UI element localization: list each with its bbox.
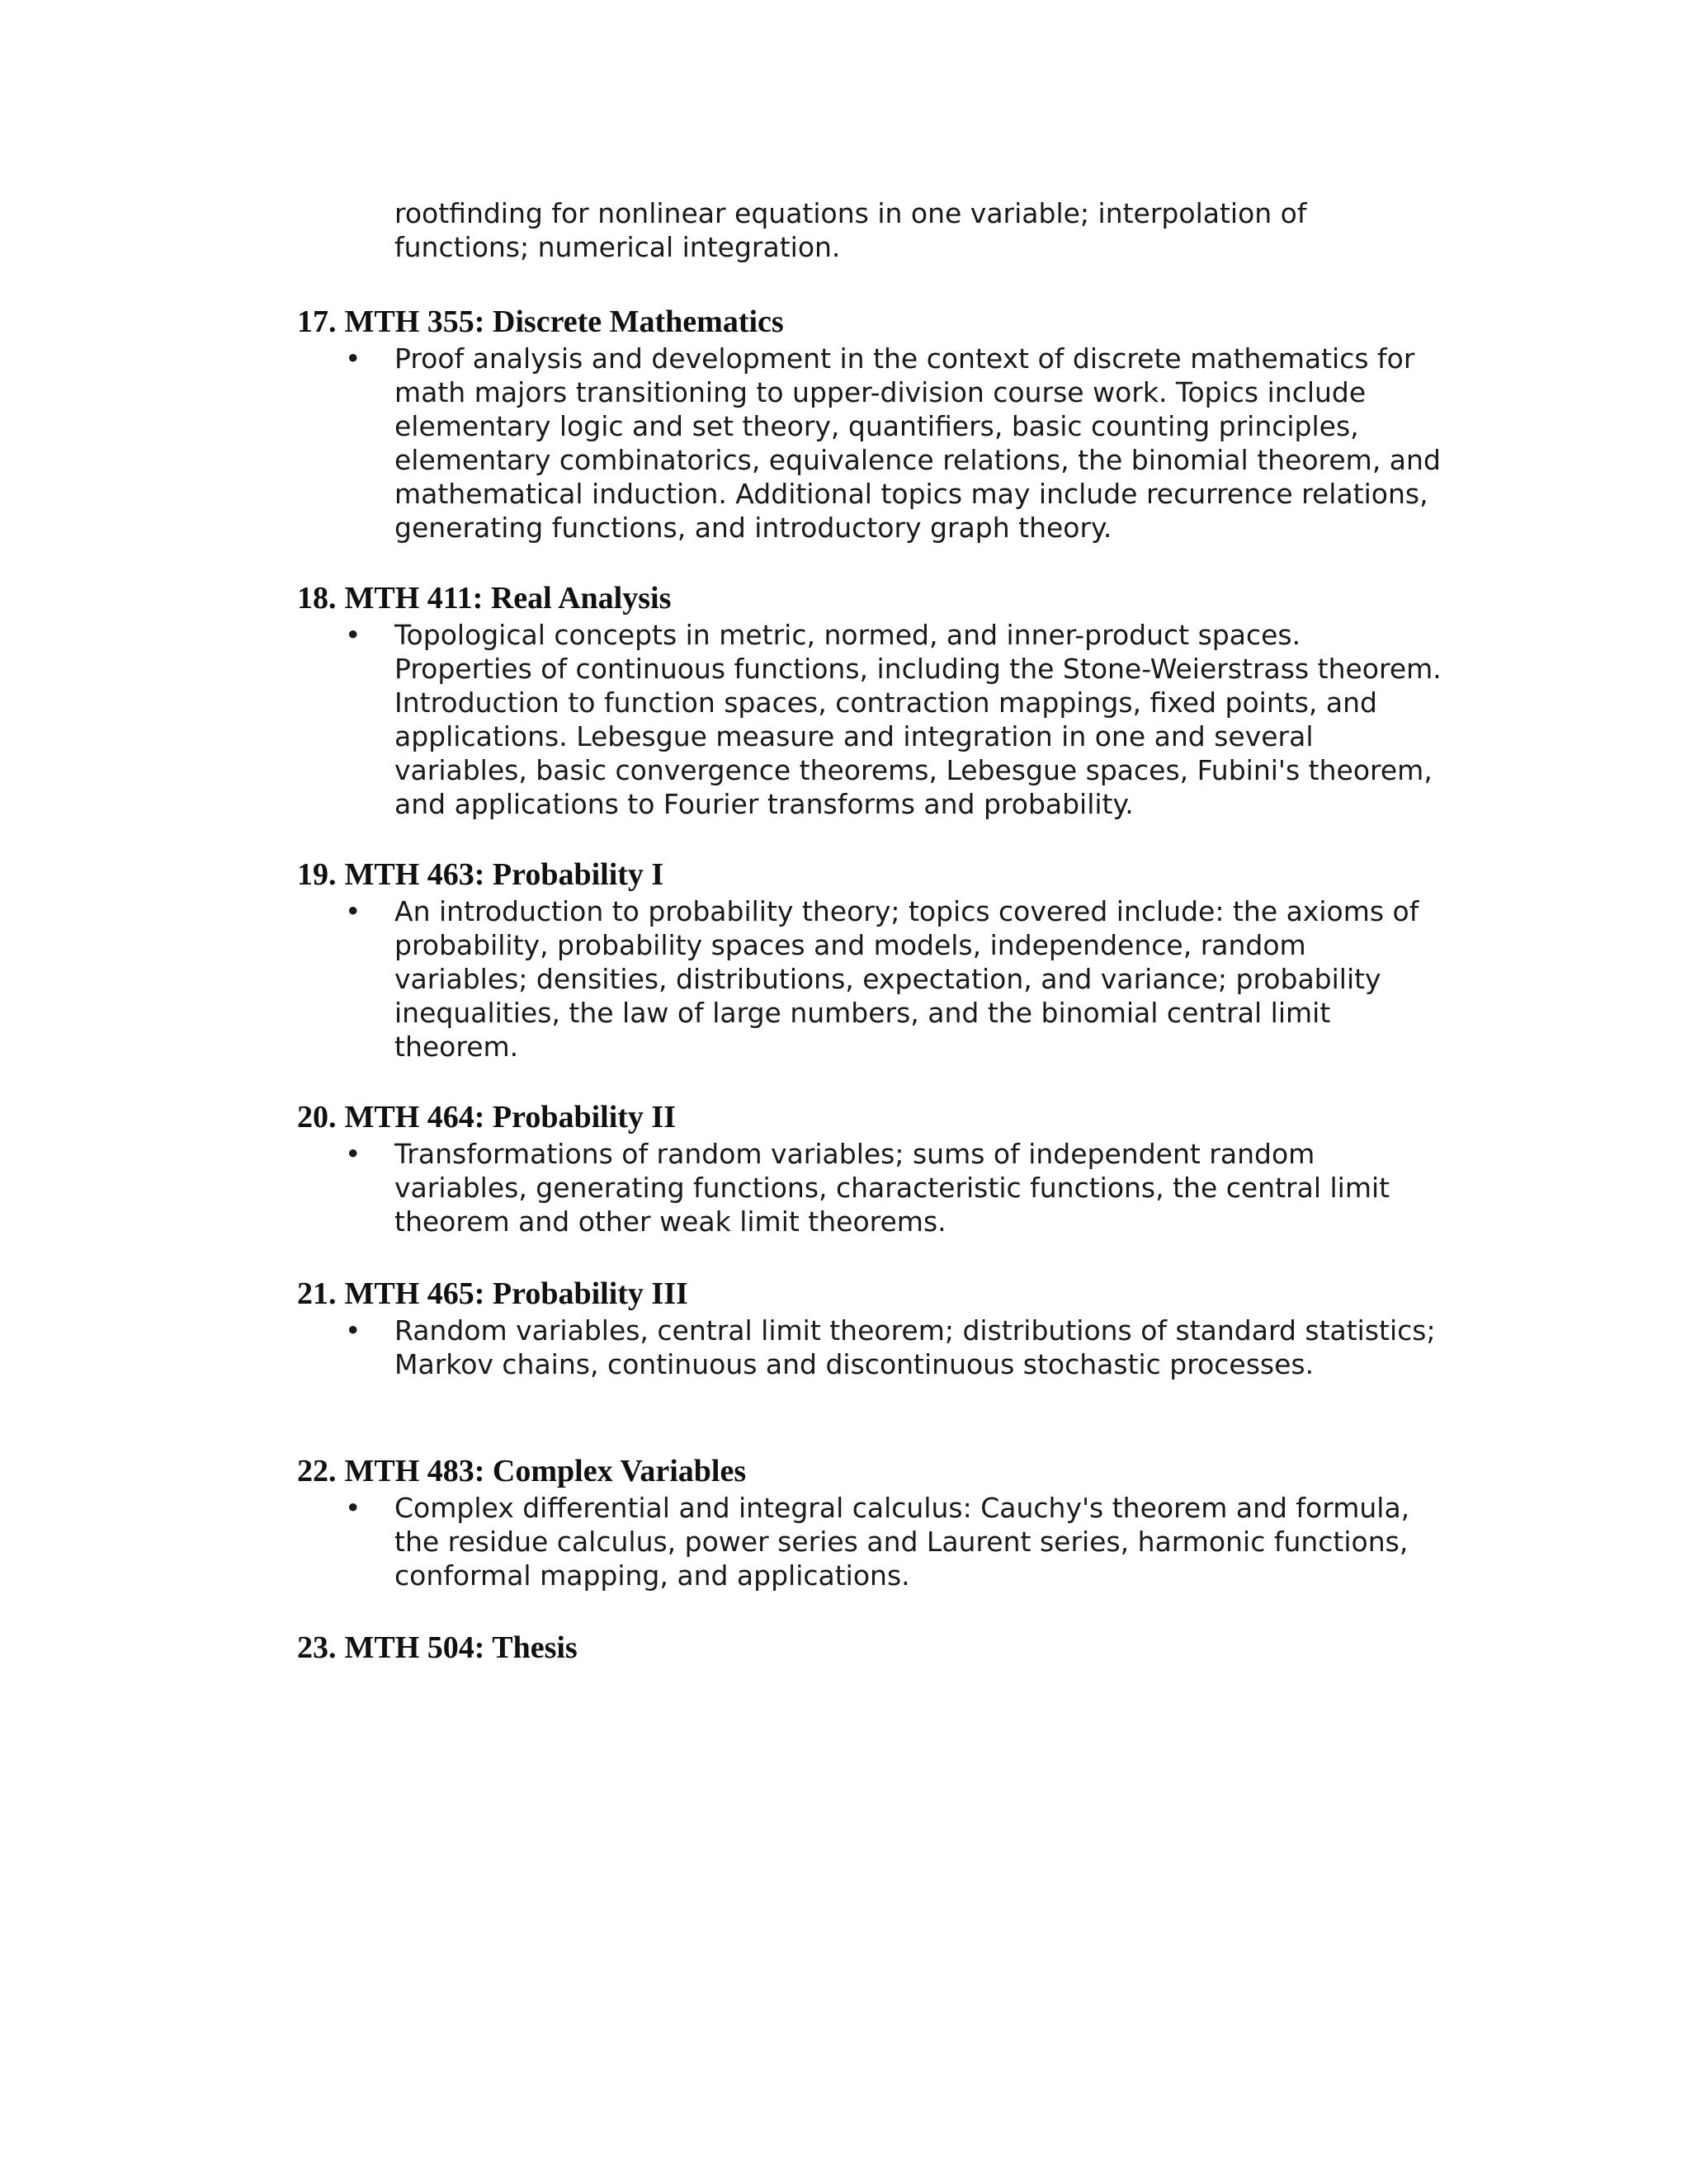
course-heading-465	[297, 1276, 688, 1312]
bullet-icon: •	[345, 895, 361, 927]
course-description-464: Transformations of random variables; sums of independent random variables, generating functions, characteristic functions, the central limit theorem and other weak limit theorems.	[394, 1138, 1390, 1238]
course-title: MTH 463: Probability I	[344, 857, 664, 892]
course-title: MTH 465: Probability III	[344, 1276, 688, 1311]
course-heading-463	[297, 856, 663, 893]
course-title: MTH 504: Thesis	[344, 1630, 578, 1665]
course-title: MTH 411: Real Analysis	[344, 581, 672, 616]
course-number: 18.	[297, 581, 337, 616]
course-title: MTH 483: Complex Variables	[344, 1454, 747, 1488]
course-number: 21.	[297, 1276, 337, 1311]
course-number: 20.	[297, 1100, 337, 1134]
bullet-icon: •	[345, 342, 361, 375]
bullet-icon: •	[345, 619, 361, 651]
course-description-483: Complex differential and integral calculus: Cauchy's theorem and formula, the residue calculus, power series and Laurent series, harmonic functions, conformal mapping, and applications.	[394, 1492, 1410, 1592]
course-description-355: Proof analysis and development in the context of discrete mathematics for math majors transitioning to upper-division course work. Topics include elementary logic and set theory, quantifiers, basic counting principles, elementary combinatorics, equivalence relations, the binomial theorem, and mathematical induction. Additional topics may include recurrence relations, generating functions, and introductory graph theory.	[394, 342, 1441, 544]
course-heading-483	[297, 1453, 746, 1489]
course-description-465: Random variables, central limit theorem; distributions of standard statistics; Markov chains, continuous and discontinuous stochastic processes.	[394, 1314, 1436, 1380]
course-title: MTH 355: Discrete Mathematics	[344, 304, 784, 339]
bullet-icon: •	[345, 1492, 361, 1524]
course-number: 23.	[297, 1630, 337, 1665]
course-heading-355	[297, 304, 784, 340]
bullet-icon: •	[345, 1138, 361, 1170]
course-number: 19.	[297, 857, 337, 892]
course-number: 17.	[297, 304, 337, 339]
continuation-text: rootfinding for nonlinear equations in one variable; interpolation of functions; numerical integration.	[394, 197, 1307, 263]
course-heading-504	[297, 1630, 578, 1666]
course-description-463: An introduction to probability theory; topics covered include: the axioms of probability, probability spaces and models, independence, random variables; densities, distributions, expectation, and variance; probability inequalities, the law of large numbers, and the binomial central limit theorem.	[394, 895, 1419, 1063]
bullet-icon: •	[345, 1314, 361, 1347]
course-description-411: Topological concepts in metric, normed, and inner-product spaces. Properties of continuous functions, including the Stone-Weierstrass theorem. Introduction to function spaces, contraction mappings, fixed points, and applications. Lebesgue measure and integration in one and several variables, basic convergence theorems, Lebesgue spaces, Fubini's theorem, and applications to Fourier transforms and probability.	[394, 619, 1442, 820]
course-title: MTH 464: Probability II	[344, 1100, 676, 1134]
course-heading-411	[297, 580, 671, 616]
course-number: 22.	[297, 1454, 337, 1488]
course-heading-464	[297, 1099, 676, 1135]
